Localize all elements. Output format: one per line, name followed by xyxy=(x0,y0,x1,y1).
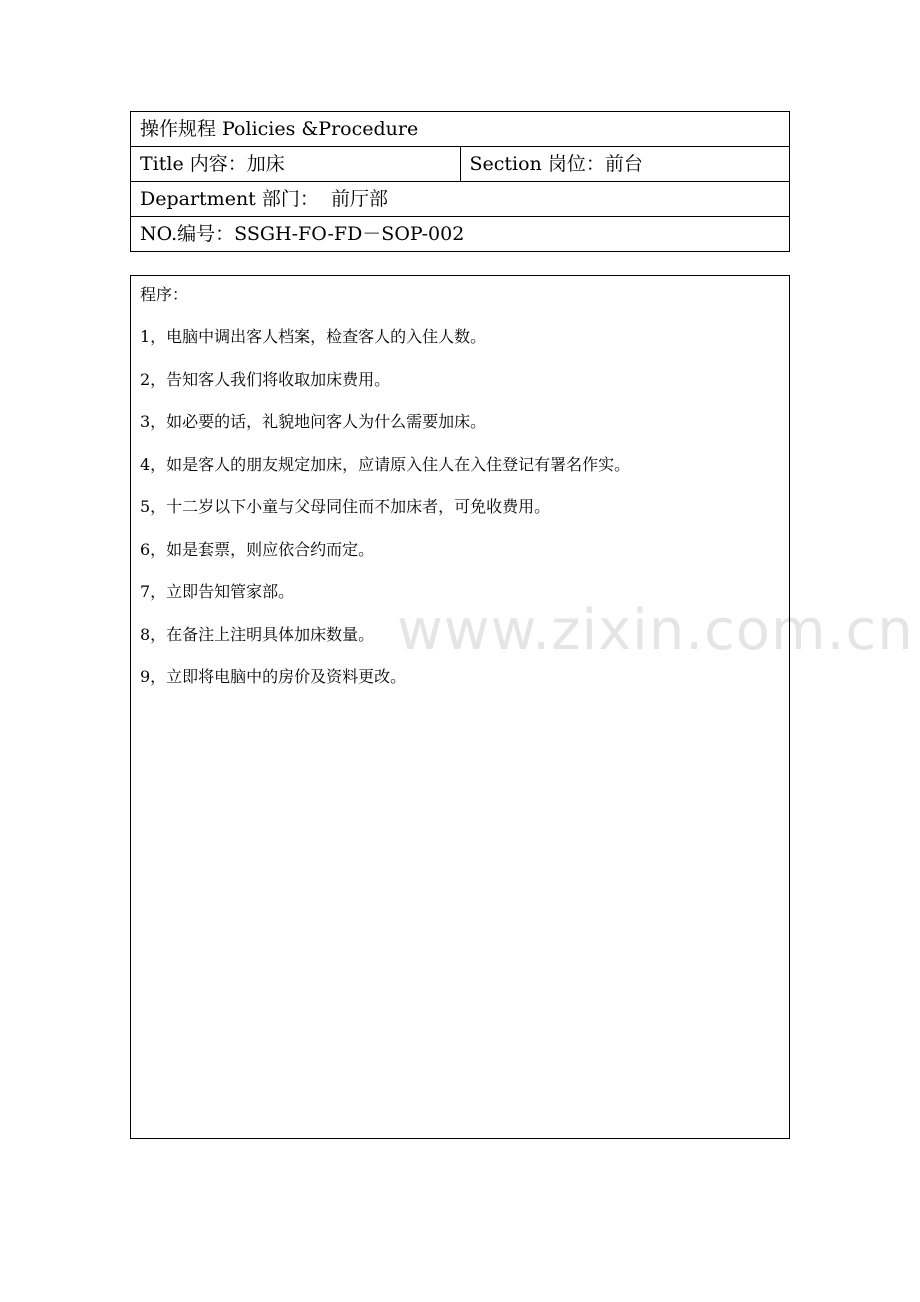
number-value: SSGH-FO-FD－SOP-002 xyxy=(234,223,465,245)
title-label: Title 内容： xyxy=(140,153,247,175)
department-value: 前厅部 xyxy=(330,188,388,210)
header-row-department xyxy=(131,182,790,217)
watermark: www.zixin.com.cn xyxy=(397,598,914,663)
procedure-step: 1，电脑中调出客人档案，检查客人的入住人数。 xyxy=(140,327,487,346)
section-value: 前台 xyxy=(604,153,643,175)
policies-procedure-heading: 操作规程 Policies &Procedure xyxy=(131,112,790,147)
header-row-title-section xyxy=(131,147,790,182)
section-cell xyxy=(460,147,790,182)
procedure-step: 8，在备注上注明具体加床数量。 xyxy=(140,624,375,644)
header-row-title xyxy=(131,112,790,147)
procedure-box xyxy=(130,275,790,1139)
procedure-title: 程序： xyxy=(140,285,189,304)
number-label: NO.编号： xyxy=(140,223,235,245)
sop-header-table xyxy=(130,111,790,252)
title-cell xyxy=(131,147,461,182)
procedure-step: 7，立即告知管家部。 xyxy=(140,582,295,601)
procedure-steps-list xyxy=(140,326,630,709)
procedure-step: 9，立即将电脑中的房价及资料更改。 xyxy=(140,667,407,686)
procedure-step: 6，如是套票，则应依合约而定。 xyxy=(140,539,375,559)
procedure-step: 5，十二岁以下小童与父母同住而不加床者，可免收费用。 xyxy=(140,497,551,516)
procedure-step: 2，告知客人我们将收取加床费用。 xyxy=(140,369,391,389)
department-cell xyxy=(131,182,790,217)
procedure-step: 3，如必要的话，礼貌地问客人为什么需要加床。 xyxy=(140,412,487,431)
section-label: Section 岗位： xyxy=(469,153,605,175)
procedure-step: 4，如是客人的朋友规定加床，应请原入住人在入住登记有署名作实。 xyxy=(140,454,631,474)
department-label: Department 部门： xyxy=(140,188,319,210)
header-row-number xyxy=(131,217,790,252)
title-value: 加床 xyxy=(246,153,285,175)
number-cell xyxy=(131,217,790,252)
